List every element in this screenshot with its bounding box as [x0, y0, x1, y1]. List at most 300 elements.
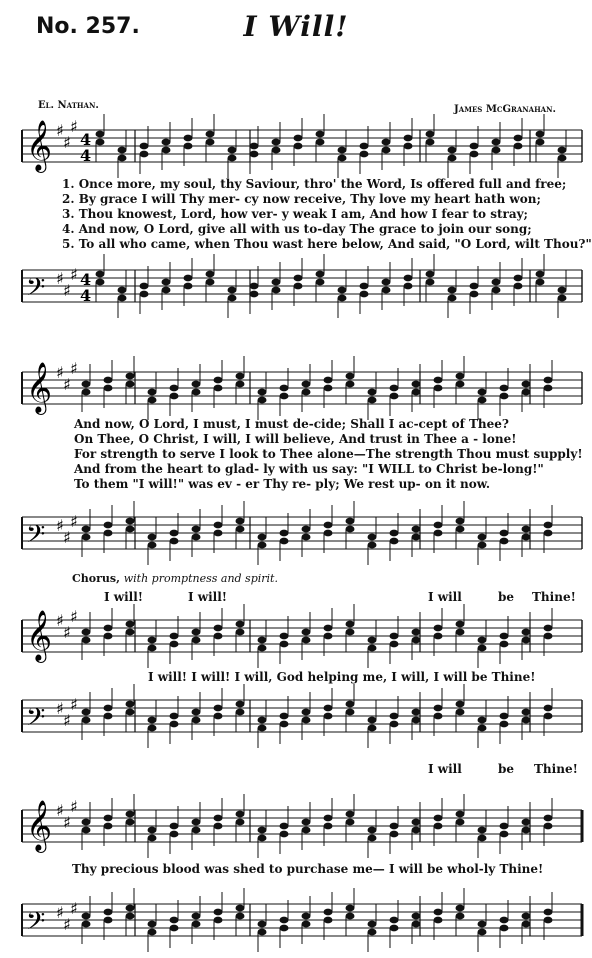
- note-head: [522, 389, 531, 396]
- note-head: [280, 633, 289, 640]
- note-head: [228, 295, 237, 302]
- note-head: [148, 645, 157, 652]
- note-head: [126, 526, 135, 533]
- note-head: [544, 705, 553, 712]
- note-head: [104, 530, 113, 537]
- note-head: [412, 819, 421, 826]
- note-head: [206, 279, 215, 286]
- note-head: [126, 709, 135, 716]
- note-head: [214, 917, 223, 924]
- note-head: [544, 522, 553, 529]
- note-head: [346, 526, 355, 533]
- note-head: [236, 526, 245, 533]
- note-head: [346, 913, 355, 920]
- note-head: [96, 279, 105, 286]
- note-head: [390, 823, 399, 830]
- chorus-upper-word-5: Thine!: [532, 590, 576, 604]
- note-head: [390, 721, 399, 728]
- note-head: [126, 629, 135, 636]
- note-head: [448, 147, 457, 154]
- note-head: [162, 287, 171, 294]
- note-head: [126, 913, 135, 920]
- note-head: [280, 385, 289, 392]
- note-head: [214, 625, 223, 632]
- note-head: [148, 397, 157, 404]
- note-head: [368, 389, 377, 396]
- note-head: [118, 147, 127, 154]
- note-head: [170, 823, 179, 830]
- note-head: [104, 633, 113, 640]
- note-head: [302, 709, 311, 716]
- note-head: [82, 913, 91, 920]
- note-head: [280, 538, 289, 545]
- note-head: [478, 534, 487, 541]
- note-head: [456, 701, 465, 708]
- note-head: [148, 637, 157, 644]
- note-head: [280, 917, 289, 924]
- note-head: [478, 717, 487, 724]
- note-head: [412, 921, 421, 928]
- note-head: [390, 538, 399, 545]
- note-head: [236, 621, 245, 628]
- note-head: [544, 530, 553, 537]
- note-head: [192, 629, 201, 636]
- note-head: [368, 827, 377, 834]
- note-head: [434, 522, 443, 529]
- note-head: [258, 397, 267, 404]
- note-head: [294, 143, 303, 150]
- note-head: [236, 905, 245, 912]
- note-head: [302, 717, 311, 724]
- note-head: [82, 381, 91, 388]
- note-head: [324, 522, 333, 529]
- note-head: [170, 917, 179, 924]
- note-head: [478, 397, 487, 404]
- note-head: [412, 534, 421, 541]
- sharp-icon: ♯: [56, 611, 64, 630]
- note-head: [456, 905, 465, 912]
- note-head: [214, 815, 223, 822]
- note-head: [500, 530, 509, 537]
- note-head: [492, 139, 501, 146]
- sharp-icon: ♯: [63, 133, 71, 152]
- note-head: [456, 373, 465, 380]
- note-head: [280, 831, 289, 838]
- note-head: [346, 629, 355, 636]
- note-head: [536, 139, 545, 146]
- note-head: [236, 701, 245, 708]
- note-head: [404, 275, 413, 282]
- note-head: [338, 147, 347, 154]
- note-head: [104, 713, 113, 720]
- note-head: [522, 534, 531, 541]
- note-head: [228, 287, 237, 294]
- note-head: [148, 717, 157, 724]
- note-head: [126, 518, 135, 525]
- note-head: [434, 909, 443, 916]
- note-head: [346, 709, 355, 716]
- note-head: [140, 143, 149, 150]
- note-head: [346, 905, 355, 912]
- note-head: [104, 522, 113, 529]
- note-head: [492, 279, 501, 286]
- note-head: [426, 139, 435, 146]
- note-head: [214, 377, 223, 384]
- note-head: [456, 913, 465, 920]
- note-head: [258, 534, 267, 541]
- note-head: [368, 397, 377, 404]
- note-head: [302, 913, 311, 920]
- note-head: [426, 131, 435, 138]
- note-head: [478, 725, 487, 732]
- note-head: [294, 275, 303, 282]
- system-4-bass-staff: [0, 892, 592, 956]
- note-head: [522, 629, 531, 636]
- note-head: [236, 811, 245, 818]
- note-head: [514, 135, 523, 142]
- note-head: [258, 929, 267, 936]
- verse-line-3: For strength to serve I look to Thee alone—The strength Thou must supply!: [74, 447, 583, 461]
- note-head: [170, 713, 179, 720]
- note-head: [390, 713, 399, 720]
- chorus-upper-word-1: I will!: [104, 590, 144, 604]
- chorus-treble-staff: [0, 608, 592, 672]
- note-head: [324, 633, 333, 640]
- note-head: [258, 389, 267, 396]
- note-head: [140, 283, 149, 290]
- note-head: [192, 827, 201, 834]
- note-head: [470, 143, 479, 150]
- note-head: [368, 725, 377, 732]
- note-head: [558, 295, 567, 302]
- note-head: [148, 534, 157, 541]
- note-head: [206, 139, 215, 146]
- note-head: [184, 135, 193, 142]
- note-head: [272, 279, 281, 286]
- note-head: [302, 629, 311, 636]
- note-head: [412, 381, 421, 388]
- sharp-icon: ♯: [56, 903, 64, 922]
- note-head: [170, 385, 179, 392]
- note-head: [478, 389, 487, 396]
- verse-line-2: 2. By grace I will Thy mer- cy now receive, Thy love my heart hath won;: [62, 192, 541, 206]
- verse-line-1: And now, O Lord, I must, I must de-cide; Shall I ac-cept of Thee?: [74, 417, 509, 431]
- note-head: [448, 295, 457, 302]
- note-head: [170, 721, 179, 728]
- note-head: [412, 709, 421, 716]
- note-head: [382, 287, 391, 294]
- note-head: [324, 377, 333, 384]
- note-head: [500, 713, 509, 720]
- note-head: [294, 135, 303, 142]
- chorus-upper-word-4: be: [498, 590, 515, 604]
- note-head: [170, 393, 179, 400]
- note-head: [324, 815, 333, 822]
- note-head: [280, 721, 289, 728]
- note-head: [492, 147, 501, 154]
- note-head: [412, 526, 421, 533]
- verse-line-3: 3. Thou knowest, Lord, how ver- y weak I am, And how I fear to stray;: [62, 207, 528, 221]
- note-head: [456, 518, 465, 525]
- note-head: [82, 629, 91, 636]
- note-head: [118, 287, 127, 294]
- time-signature-bottom: 4: [80, 286, 92, 305]
- hymn-title: I Will!: [243, 10, 349, 43]
- note-head: [214, 909, 223, 916]
- verse-line-5: 5. To all who came, when Thou wast here below, And said, "O Lord, wilt Thou?": [62, 237, 592, 251]
- sharp-icon: ♯: [63, 813, 71, 832]
- note-head: [302, 389, 311, 396]
- note-head: [544, 625, 553, 632]
- note-head: [346, 373, 355, 380]
- bass-clef-icon: 𝄢: [26, 907, 46, 942]
- note-head: [82, 637, 91, 644]
- note-head: [456, 811, 465, 818]
- note-head: [250, 143, 259, 150]
- note-head: [258, 645, 267, 652]
- note-head: [536, 271, 545, 278]
- note-head: [192, 389, 201, 396]
- note-head: [434, 705, 443, 712]
- note-head: [478, 929, 487, 936]
- note-head: [390, 633, 399, 640]
- note-head: [500, 831, 509, 838]
- note-head: [236, 518, 245, 525]
- treble-clef-icon: 𝄞: [26, 362, 53, 413]
- note-head: [250, 291, 259, 298]
- note-head: [456, 629, 465, 636]
- note-head: [316, 271, 325, 278]
- note-head: [214, 530, 223, 537]
- note-head: [192, 526, 201, 533]
- note-head: [404, 135, 413, 142]
- note-head: [316, 139, 325, 146]
- note-head: [302, 637, 311, 644]
- note-head: [272, 147, 281, 154]
- note-head: [346, 819, 355, 826]
- sharp-icon: ♯: [70, 797, 78, 816]
- note-head: [434, 377, 443, 384]
- sharp-icon: ♯: [70, 607, 78, 626]
- treble-clef-icon: 𝄞: [26, 800, 53, 851]
- note-head: [258, 637, 267, 644]
- note-head: [456, 709, 465, 716]
- note-head: [324, 705, 333, 712]
- note-head: [522, 921, 531, 928]
- note-head: [236, 913, 245, 920]
- note-head: [236, 819, 245, 826]
- note-head: [544, 633, 553, 640]
- bass-clef-icon: 𝄢: [26, 703, 46, 738]
- note-head: [368, 717, 377, 724]
- note-head: [206, 271, 215, 278]
- system-2-bass-staff: [0, 505, 592, 565]
- note-head: [368, 542, 377, 549]
- sharp-icon: ♯: [70, 265, 78, 284]
- note-head: [368, 645, 377, 652]
- note-head: [162, 279, 171, 286]
- note-head: [236, 373, 245, 380]
- note-head: [456, 381, 465, 388]
- note-head: [360, 291, 369, 298]
- note-head: [148, 542, 157, 549]
- system-1-bass-staff: [0, 258, 592, 318]
- system-4-treble-staff: [0, 798, 592, 862]
- note-head: [324, 909, 333, 916]
- note-head: [382, 147, 391, 154]
- note-head: [192, 819, 201, 826]
- note-head: [544, 917, 553, 924]
- sharp-icon: ♯: [70, 359, 78, 378]
- treble-clef-icon: 𝄞: [26, 610, 53, 661]
- note-head: [522, 913, 531, 920]
- note-head: [126, 819, 135, 826]
- author-credit: El. Nathan.: [38, 100, 99, 111]
- note-head: [140, 291, 149, 298]
- sharp-icon: ♯: [70, 117, 78, 136]
- note-head: [280, 823, 289, 830]
- note-head: [192, 913, 201, 920]
- note-head: [148, 921, 157, 928]
- note-head: [302, 381, 311, 388]
- note-head: [126, 381, 135, 388]
- bass-clef-icon: 𝄢: [26, 273, 46, 308]
- note-head: [522, 827, 531, 834]
- note-head: [544, 909, 553, 916]
- note-head: [294, 283, 303, 290]
- sharp-icon: ♯: [63, 528, 71, 547]
- note-head: [118, 295, 127, 302]
- note-head: [478, 835, 487, 842]
- note-head: [148, 389, 157, 396]
- treble-clef-icon: 𝄞: [26, 120, 53, 171]
- note-head: [500, 633, 509, 640]
- note-head: [214, 522, 223, 529]
- note-head: [412, 637, 421, 644]
- note-head: [360, 151, 369, 158]
- chorus-bass-staff: [0, 688, 592, 752]
- note-head: [478, 827, 487, 834]
- note-head: [514, 275, 523, 282]
- system-1-verses: [62, 177, 592, 252]
- note-head: [140, 151, 149, 158]
- note-head: [170, 633, 179, 640]
- note-head: [346, 518, 355, 525]
- bass-clef-icon: 𝄢: [26, 520, 46, 555]
- note-head: [170, 530, 179, 537]
- note-head: [192, 534, 201, 541]
- note-head: [478, 637, 487, 644]
- sharp-icon: ♯: [70, 899, 78, 918]
- note-head: [104, 917, 113, 924]
- note-head: [346, 701, 355, 708]
- note-head: [368, 835, 377, 842]
- note-head: [500, 925, 509, 932]
- note-head: [184, 143, 193, 150]
- verse-line-1: 1. Once more, my soul, thy Saviour, thro' the Word, Is offered full and free;: [62, 177, 567, 191]
- note-head: [214, 385, 223, 392]
- sharp-icon: ♯: [63, 915, 71, 934]
- note-head: [82, 827, 91, 834]
- note-head: [412, 717, 421, 724]
- note-head: [558, 147, 567, 154]
- note-head: [324, 530, 333, 537]
- note-head: [522, 717, 531, 724]
- note-head: [544, 385, 553, 392]
- note-head: [148, 835, 157, 842]
- note-head: [478, 542, 487, 549]
- time-signature-bottom: 4: [80, 146, 92, 165]
- chorus-upper-word-2: I will!: [188, 590, 228, 604]
- note-head: [514, 143, 523, 150]
- note-head: [206, 131, 215, 138]
- note-head: [368, 921, 377, 928]
- sharp-icon: ♯: [56, 269, 64, 288]
- note-head: [170, 641, 179, 648]
- note-head: [258, 725, 267, 732]
- note-head: [390, 530, 399, 537]
- note-head: [192, 921, 201, 928]
- note-head: [470, 151, 479, 158]
- note-head: [104, 385, 113, 392]
- note-head: [82, 717, 91, 724]
- chorus-middle-words: I will! I will! I will, God helping me, I will, I will be Thine!: [148, 670, 536, 684]
- note-head: [258, 717, 267, 724]
- note-head: [338, 287, 347, 294]
- note-head: [500, 721, 509, 728]
- note-head: [478, 921, 487, 928]
- note-head: [148, 725, 157, 732]
- note-head: [272, 287, 281, 294]
- time-signature-top: 4: [80, 270, 92, 289]
- sharp-icon: ♯: [70, 695, 78, 714]
- note-head: [82, 709, 91, 716]
- note-head: [434, 625, 443, 632]
- note-head: [148, 827, 157, 834]
- note-head: [96, 139, 105, 146]
- note-head: [214, 633, 223, 640]
- note-head: [514, 283, 523, 290]
- sharp-icon: ♯: [56, 516, 64, 535]
- note-head: [302, 819, 311, 826]
- note-head: [536, 279, 545, 286]
- sharp-icon: ♯: [63, 375, 71, 394]
- note-head: [96, 131, 105, 138]
- note-head: [302, 526, 311, 533]
- note-head: [360, 283, 369, 290]
- note-head: [104, 909, 113, 916]
- note-head: [236, 629, 245, 636]
- note-head: [170, 538, 179, 545]
- chorus-upper-word-3: I will: [428, 590, 462, 604]
- note-head: [338, 295, 347, 302]
- sharp-icon: ♯: [63, 281, 71, 300]
- note-head: [228, 155, 237, 162]
- note-head: [456, 526, 465, 533]
- note-head: [258, 835, 267, 842]
- note-head: [360, 143, 369, 150]
- hymn-number: No. 257.: [36, 14, 140, 39]
- verse-line-4: And from the heart to glad- ly with us say: "I WILL to Christ be-long!": [74, 462, 544, 476]
- sharp-icon: ♯: [70, 512, 78, 531]
- note-head: [82, 819, 91, 826]
- note-head: [426, 279, 435, 286]
- note-head: [434, 823, 443, 830]
- note-head: [346, 621, 355, 628]
- chorus-lower-word-2: be: [498, 762, 515, 776]
- note-head: [522, 819, 531, 826]
- note-head: [346, 811, 355, 818]
